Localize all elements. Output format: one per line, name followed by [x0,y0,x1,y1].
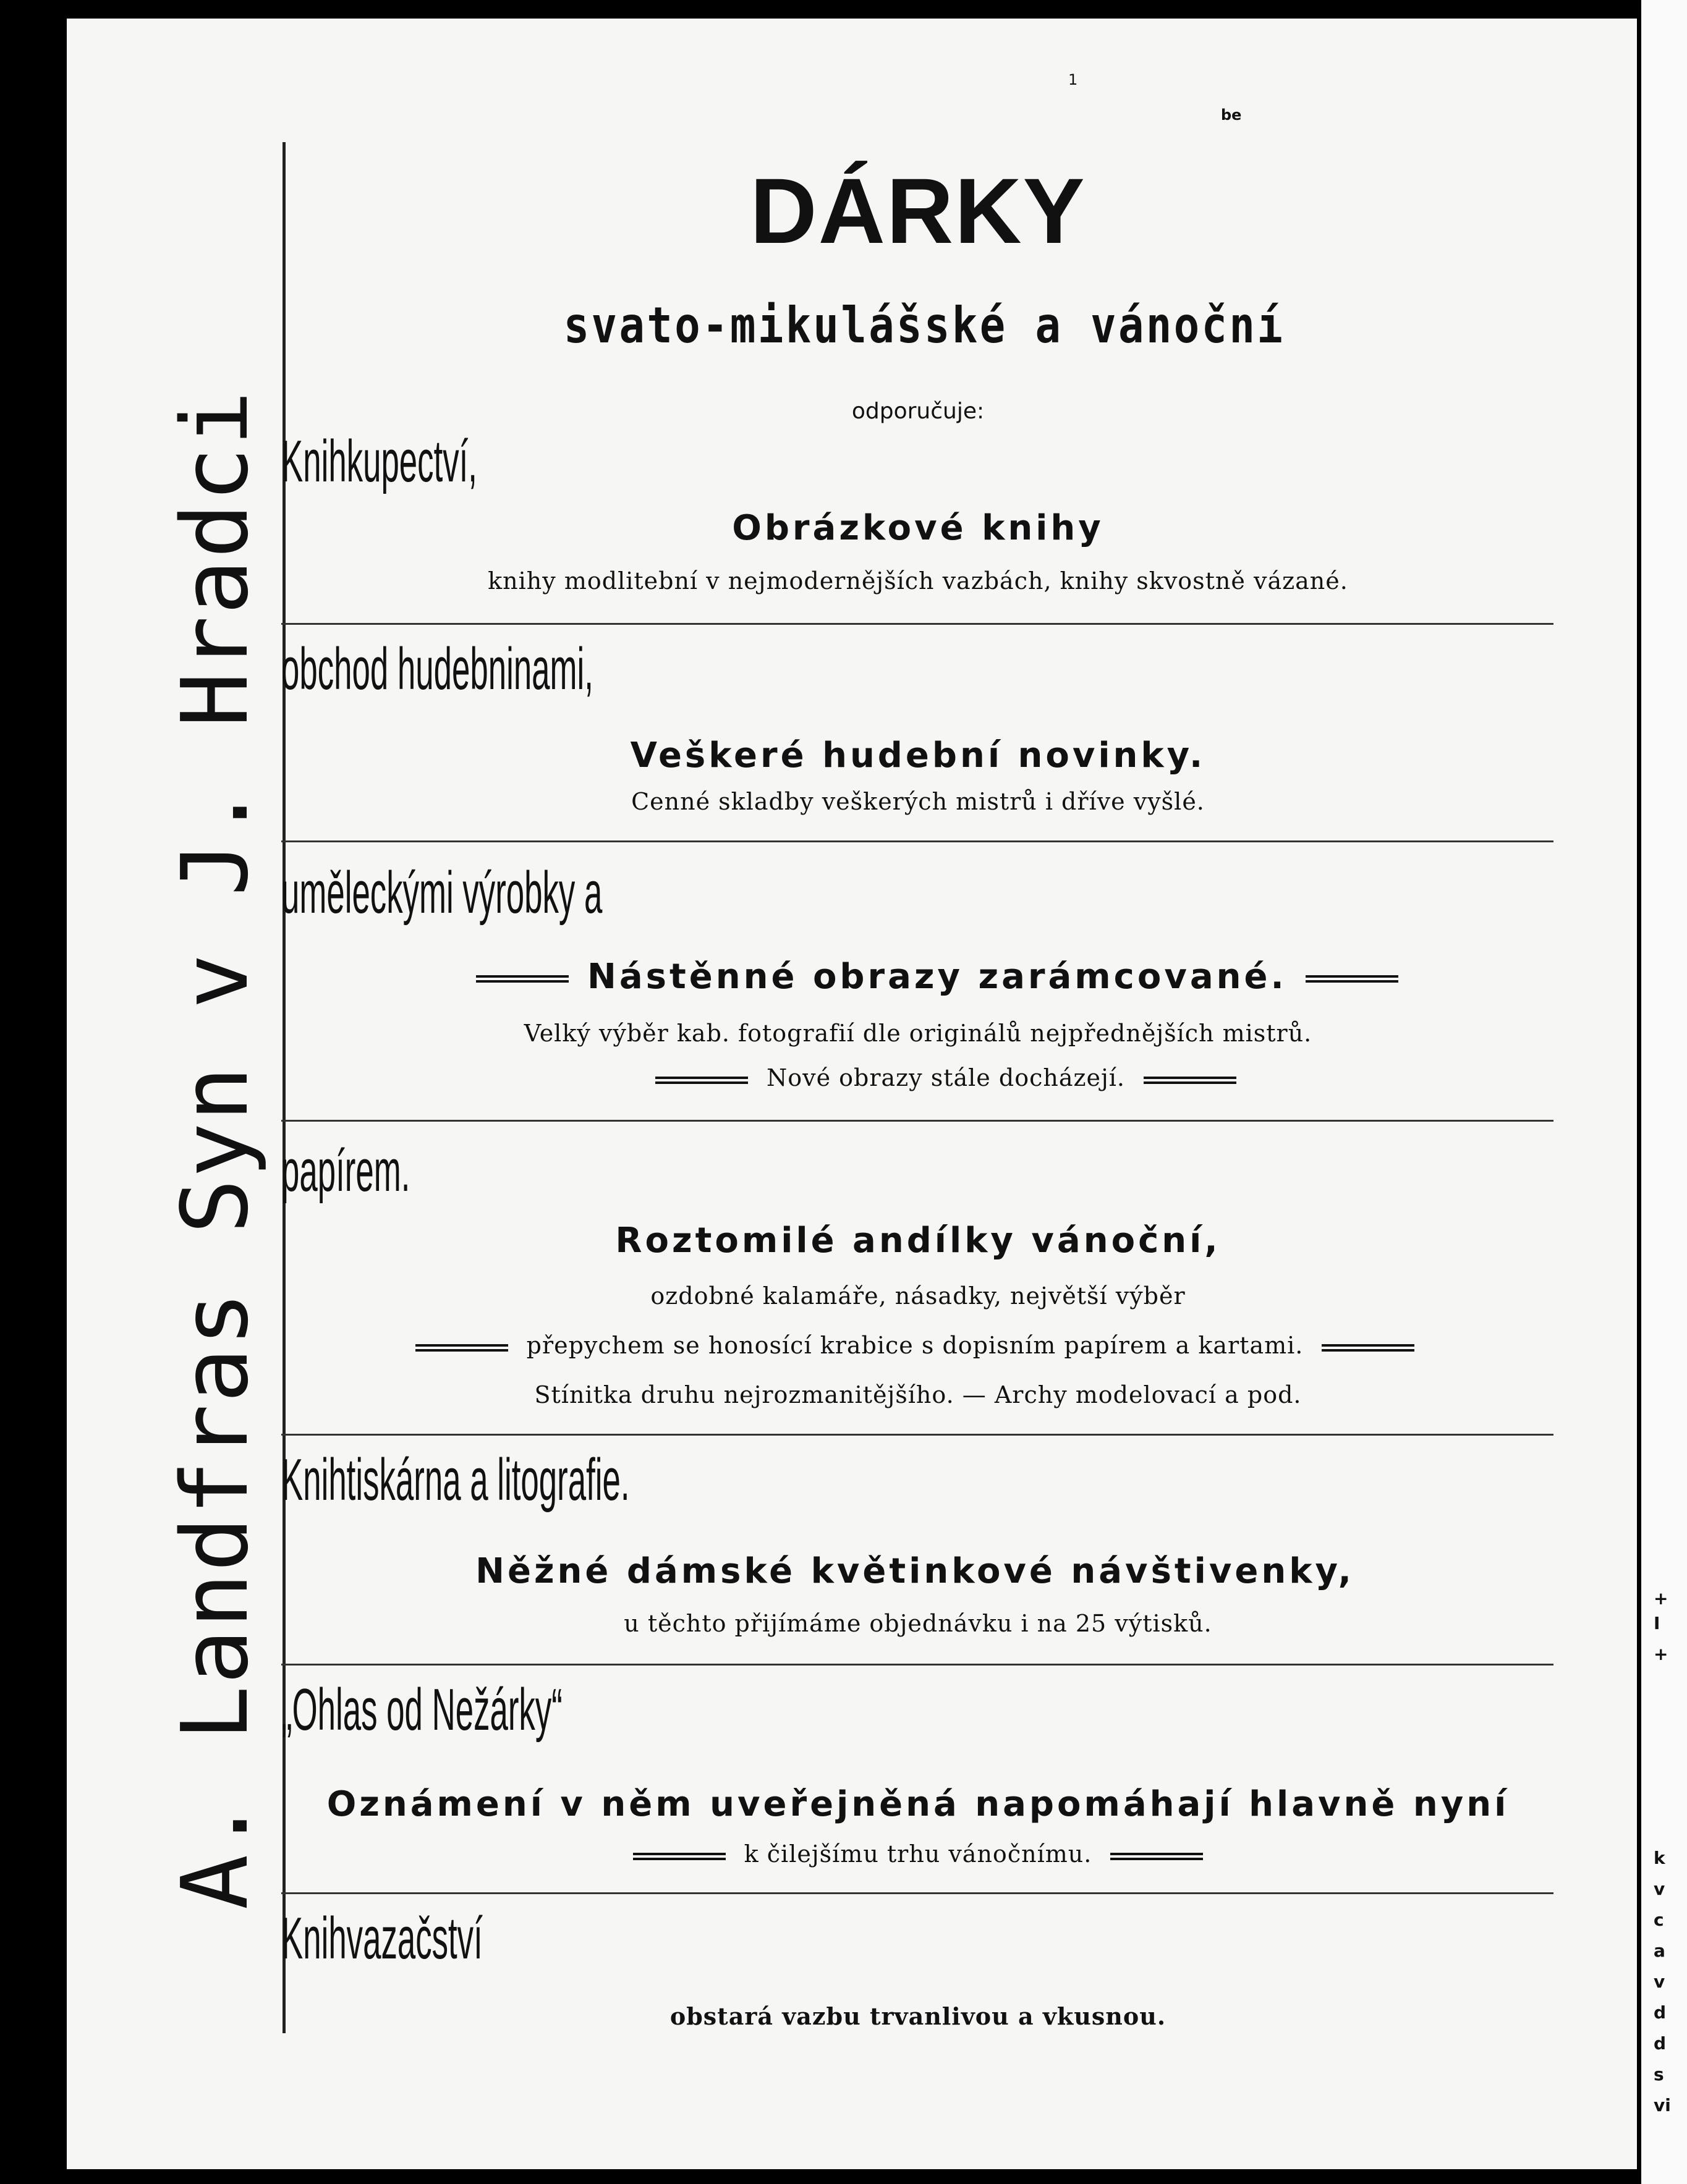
section-divider [281,1892,1553,1894]
section-heading-music: obchod hudebninami, [281,636,593,702]
section-line: k čilejšímu trhu vánočnímu. [744,1840,1092,1868]
section-heading-bookshop: Knihkupectví, [281,428,477,494]
top-numeral: 1 [1068,71,1078,88]
strip-letter: v [1654,1879,1665,1899]
section-line: Nástěnné obrazy zarámcované. [587,957,1287,997]
section-line: Stínitka druhu nejrozmanitějšího. — Archy modelovací a pod. [534,1381,1302,1408]
section-divider [281,1434,1553,1436]
section-line: Něžné dámské květinkové návštivenky, [475,1551,1354,1591]
strip-letter: c [1654,1910,1664,1930]
section-line: Velký výběr kab. fotografií dle originálů nejpřednějších mistrů. [524,1020,1312,1047]
section-line-decorated [457,957,1379,997]
double-rule [415,1344,508,1352]
double-rule [1306,975,1398,983]
section-line: Nové obrazy stále docházejí. [766,1064,1126,1091]
strip-letter: + [1654,1588,1668,1609]
strip-letter: I [1654,1613,1660,1633]
section-line: knihy modlitební v nejmodernějších vazbách, knihy skvostně vázané. [488,567,1348,595]
section-heading-newspaper: „Ohlas od Nežárky“ [281,1677,563,1743]
double-rule [633,1853,726,1860]
vertical-divider [283,142,286,2033]
section-heading-bindery: Knihvazačství [281,1905,483,1971]
section-line: u těchto přijímáme objednávku i na 25 výtisků. [624,1610,1212,1637]
corner-mark: be [1221,106,1242,124]
double-rule [1322,1344,1414,1352]
strip-letter: a [1654,1941,1665,1961]
section-line: Oznámení v něm uveřejněná napomáhají hlavně nyní [326,1784,1510,1824]
section-line: Roztomilé andílky vánoční, [615,1221,1221,1261]
section-line: Veškeré hudební novinky. [630,735,1206,776]
section-line: Obrázkové knihy [732,508,1104,548]
double-rule [1110,1853,1203,1860]
section-divider [281,1664,1553,1666]
section-line: Cenné skladby veškerých mistrů i dříve vyšlé. [631,788,1205,815]
strip-letter: d [1654,2033,1667,2054]
section-line: přepychem se honosící krabice s dopisním papírem a kartami. [526,1332,1304,1359]
intro-text: odporučuje: [851,399,985,424]
section-heading-art: uměleckými výrobky a [281,860,603,926]
double-rule [655,1077,748,1084]
strip-letter: vi [1654,2095,1671,2115]
page-subtitle: svato-mikulášské a vánoční [563,297,1285,354]
section-divider [281,1120,1553,1122]
section-line: ozdobné kalamáře, násadky, největší výběr [650,1282,1186,1310]
section-heading-paper: papírem. [281,1138,410,1204]
section-divider [281,623,1553,625]
section-divider [281,840,1553,842]
section-line-decorated [359,1332,1471,1359]
strip-letter: s [1654,2064,1664,2085]
section-line-decorated [556,1840,1280,1868]
strip-letter: d [1654,2002,1667,2023]
double-rule [1144,1077,1236,1084]
strip-letter: v [1654,1971,1665,1992]
page-title: DÁRKY [750,159,1086,263]
strip-letter: + [1654,1644,1668,1664]
side-banner-text: A. Landfras Syn v J. Hradci [162,389,268,1910]
section-heading-printing: Knihtiskárna a litografie. [281,1447,630,1513]
section-line: obstará vazbu trvanlivou a vkusnou. [669,2002,1166,2030]
section-line-decorated [624,1064,1267,1091]
double-rule [476,975,569,983]
strip-letter: k [1654,1848,1665,1868]
adjacent-page-strip [1641,0,1687,2184]
